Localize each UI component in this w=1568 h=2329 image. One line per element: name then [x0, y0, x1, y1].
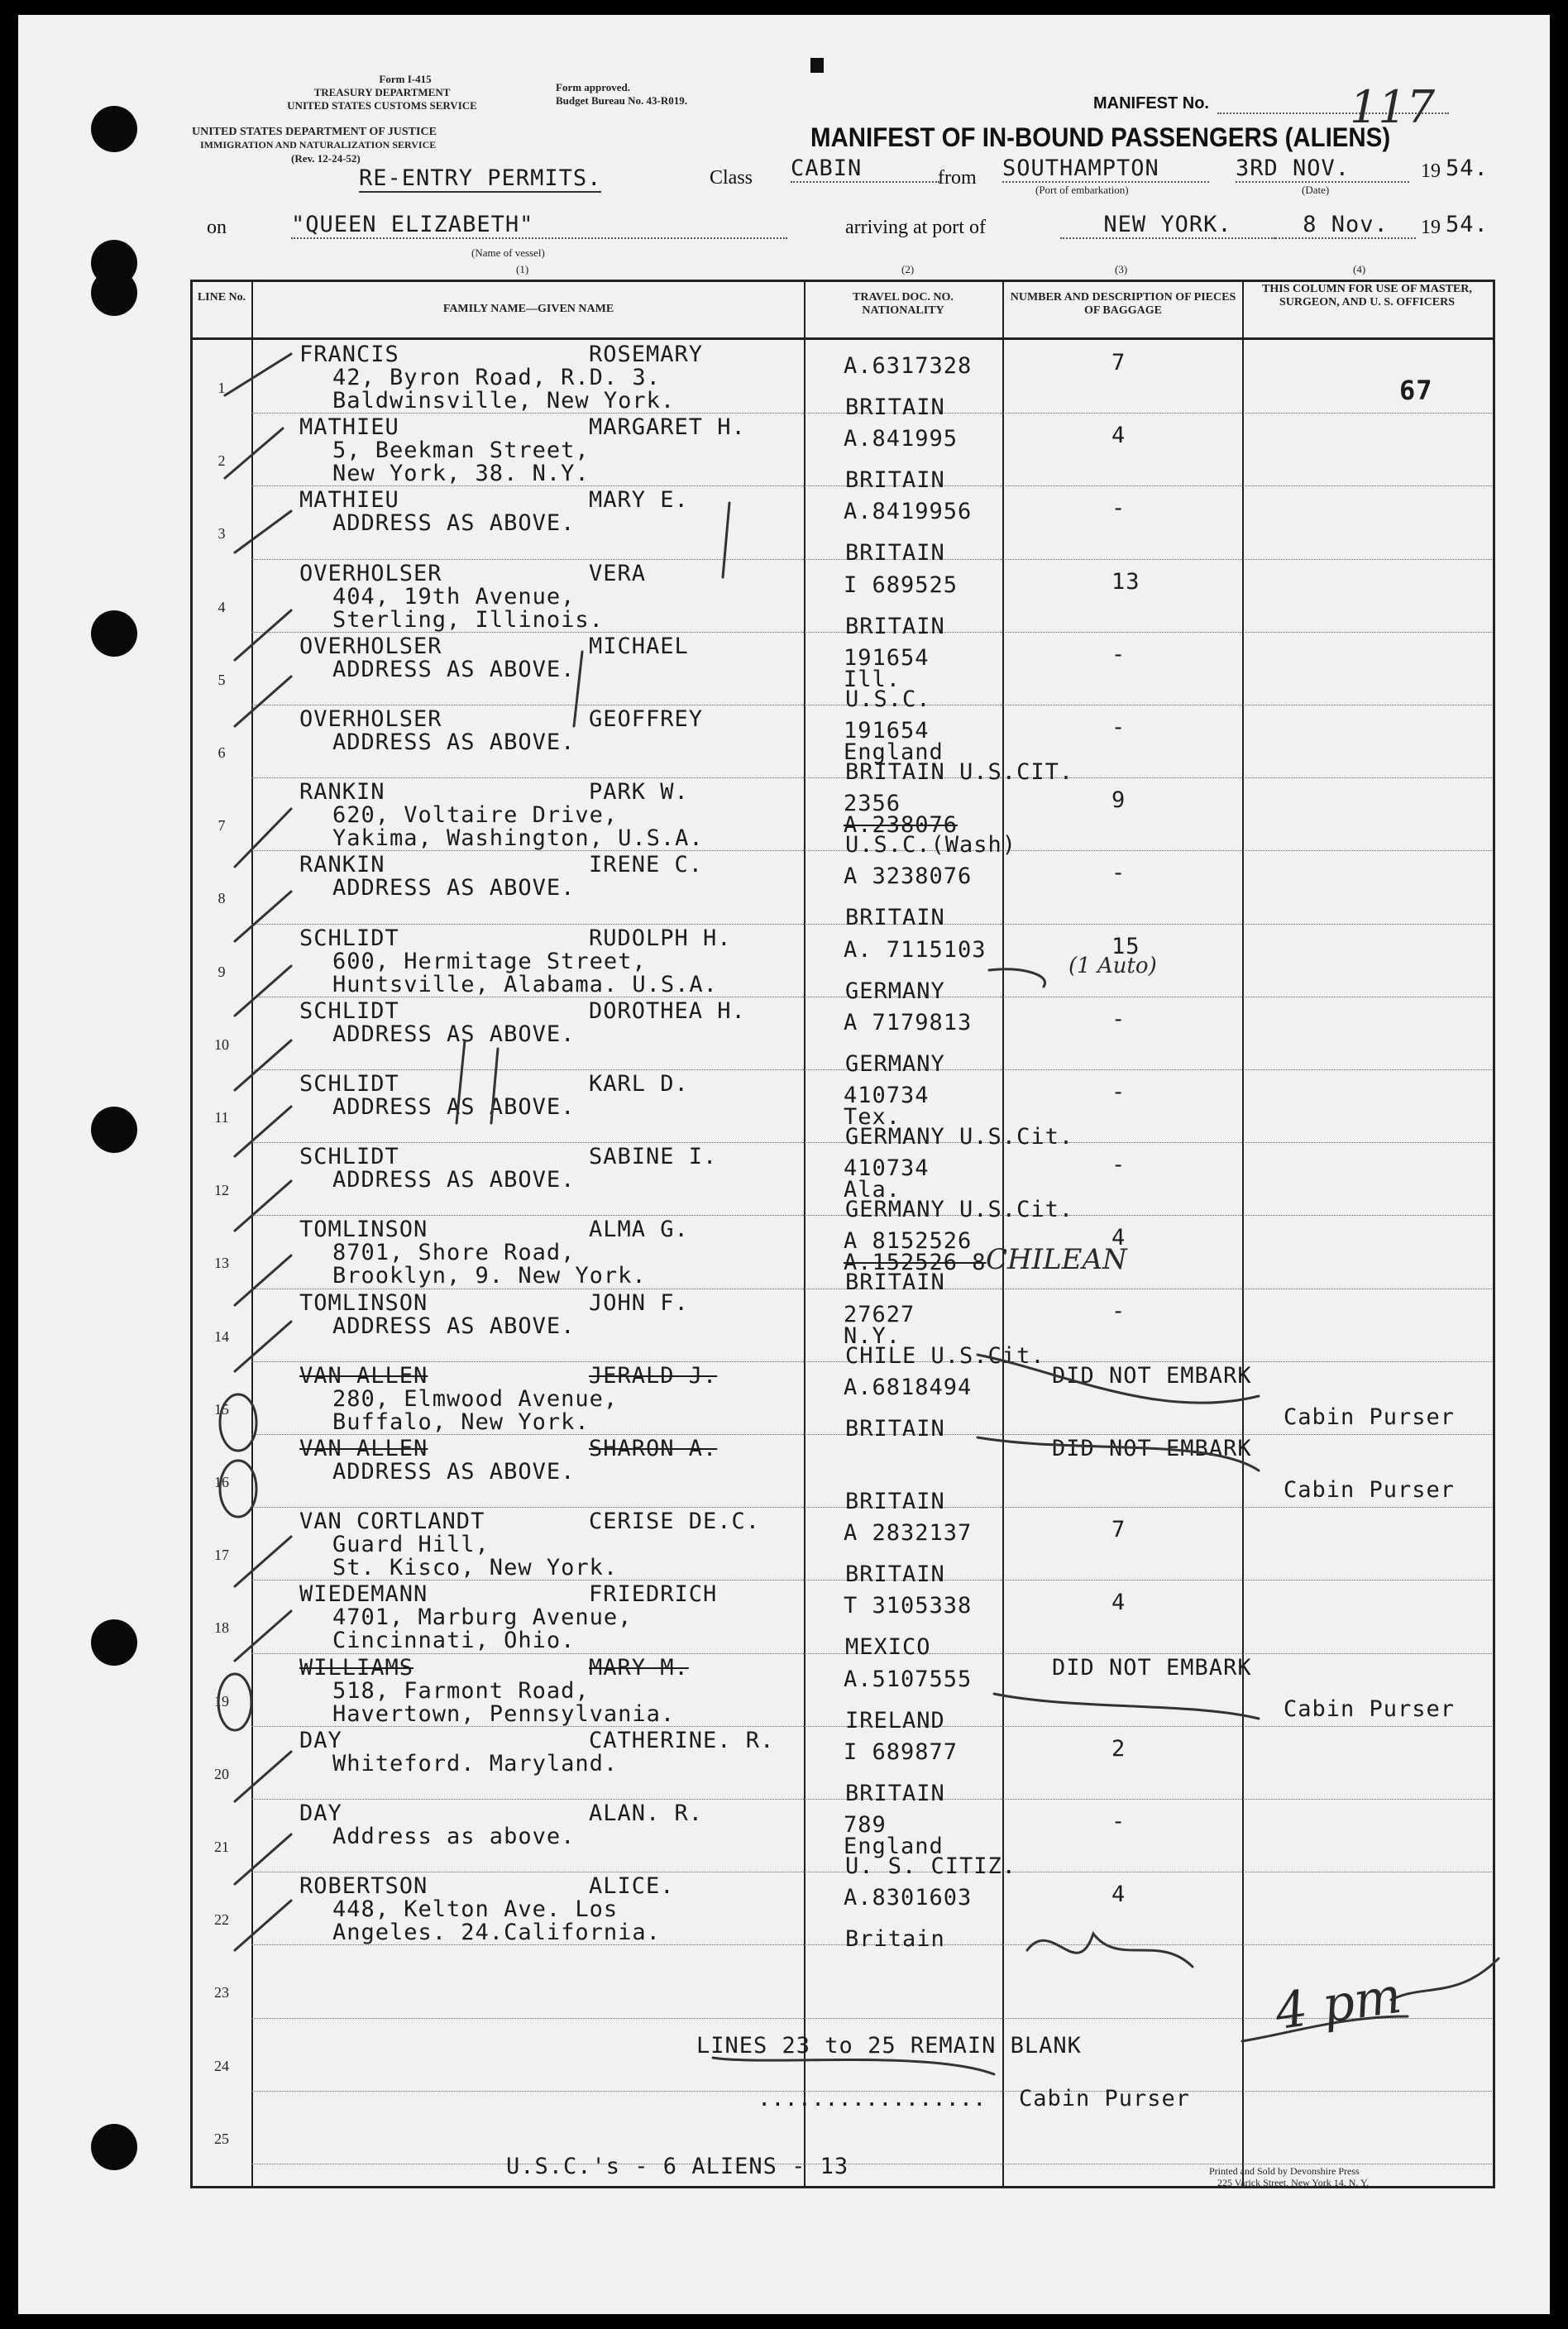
address-line-2: Sterling, Illinois.: [332, 606, 604, 633]
nationality: MEXICO: [845, 1634, 931, 1661]
on-label: on: [207, 217, 227, 238]
family-name: WIEDEMANN: [299, 1581, 428, 1608]
class-label: Class: [710, 167, 753, 189]
given-name: MARY M.: [589, 1654, 689, 1681]
address-line-1: Guard Hill,: [332, 1532, 490, 1558]
travel-doc-number: 789: [844, 1812, 887, 1838]
family-name: VAN ALLEN: [299, 1362, 428, 1389]
did-not-embark: DID NOT EMBARK: [1052, 1436, 1252, 1461]
line-number: 19: [214, 1692, 229, 1710]
nationality: CHILE U.S.Cit.: [845, 1342, 1045, 1369]
printer-line-2: 225 Varick Street, New York 14, N. Y.: [1217, 2177, 1370, 2188]
form-rev: (Rev. 12-24-52): [291, 152, 361, 165]
given-name: ALMA G.: [589, 1217, 689, 1243]
line-number: 24: [214, 2057, 229, 2074]
travel-doc-number: 27627: [844, 1301, 915, 1327]
manifest-title: MANIFEST OF IN-BOUND PASSENGERS (ALIENS): [810, 122, 1391, 152]
given-name: IRENE C.: [589, 852, 704, 878]
dept-justice: UNITED STATES DEPARTMENT OF JUSTICE: [192, 126, 437, 138]
nationality: BRITAIN: [845, 467, 945, 494]
baggage-count: 13: [1111, 568, 1140, 595]
address-line-2: Baldwinsville, New York.: [332, 388, 676, 414]
col-num-4: (4): [1353, 263, 1366, 275]
baggage-count: -: [1111, 1006, 1126, 1032]
embark-date: 3RD NOV.: [1236, 155, 1409, 183]
form-approved: Form approved.: [556, 81, 631, 93]
family-name: FRANCIS: [299, 342, 399, 367]
travel-doc-detail: A.238076: [844, 812, 958, 839]
address-line-1: ADDRESS AS ABOVE.: [332, 1459, 576, 1485]
travel-doc-number: A 3238076: [844, 863, 973, 890]
travel-doc-number: A.8301603: [844, 1885, 973, 1911]
baggage-count: -: [1111, 860, 1126, 887]
address-line-1: 280, Elmwood Avenue,: [332, 1385, 619, 1412]
line-number: 23: [214, 1984, 229, 2001]
travel-doc-number: I 689525: [844, 571, 958, 598]
given-name: DOROTHEA H.: [589, 997, 746, 1024]
col-num-2: (2): [901, 263, 915, 275]
travel-doc-number: A 7179813: [844, 1009, 973, 1035]
cabin-purser-signature: Cabin Purser: [1284, 1695, 1456, 1722]
family-name: DAY: [299, 1727, 342, 1753]
nationality: BRITAIN: [845, 1270, 945, 1296]
family-name: OVERHOLSER: [299, 560, 442, 586]
travel-doc-number: T 3105338: [844, 1593, 973, 1619]
handwritten-time: 4 pm: [1271, 1966, 1405, 2042]
travel-doc-detail: A.152526 8: [844, 1250, 987, 1276]
baggage-count: 4: [1111, 1225, 1126, 1251]
travel-doc-number: I 689877: [844, 1738, 958, 1765]
year-prefix-2: 19: [1421, 217, 1441, 238]
family-name: OVERHOLSER: [299, 706, 442, 732]
line-number: 3: [218, 525, 226, 543]
given-name: PARK W.: [589, 779, 689, 806]
travel-doc-number: 2356: [844, 791, 901, 817]
nationality-correction: CHILEAN: [986, 1243, 1127, 1277]
nationality: U. S. CITIZ.: [845, 1853, 1017, 1879]
line-number: 6: [218, 744, 226, 761]
address-line-1: Address as above.: [332, 1824, 576, 1849]
given-name: FRIEDRICH: [589, 1581, 718, 1608]
address-line-2: Brooklyn, 9. New York.: [332, 1263, 647, 1289]
travel-doc-number: A 8152526: [844, 1228, 973, 1255]
travel-doc-number: 191654: [844, 718, 930, 744]
given-name: JOHN F.: [589, 1289, 689, 1316]
officer-note: 67: [1399, 375, 1433, 406]
baggage-count: 2: [1111, 1735, 1126, 1762]
family-name: DAY: [299, 1801, 342, 1826]
address-line-2: New York, 38. N.Y.: [332, 461, 590, 487]
travel-doc-number: A.5107555: [844, 1666, 973, 1692]
col-head-baggage: NUMBER AND DESCRIPTION OF PIECES OF BAGGAGE: [1010, 291, 1236, 317]
line-number: 18: [214, 1619, 229, 1637]
baggage-count: -: [1111, 715, 1126, 740]
address-line-1: 600, Hermitage Street,: [332, 948, 647, 974]
address-line-1: ADDRESS AS ABOVE.: [332, 656, 576, 682]
from-label: from: [938, 167, 977, 189]
given-name: MICHAEL: [589, 633, 689, 659]
travel-doc-detail: N.Y.: [844, 1322, 901, 1349]
vessel-caption: (Name of vessel): [471, 246, 545, 259]
arriving-label: arriving at port of: [845, 217, 986, 238]
col-head-line-no: LINE No.: [197, 291, 246, 304]
baggage-count: -: [1111, 495, 1126, 522]
dept-treasury: TREASURY DEPARTMENT: [313, 86, 451, 98]
travel-doc-number: A.8419956: [844, 499, 973, 525]
address-line-1: 518, Farmont Road,: [332, 1677, 590, 1704]
address-line-1: 404, 19th Avenue,: [332, 583, 576, 610]
manifest-label: MANIFEST No.: [1093, 94, 1209, 112]
baggage-count: -: [1111, 1152, 1126, 1179]
baggage-count: 4: [1111, 1590, 1126, 1616]
address-line-1: ADDRESS AS ABOVE.: [332, 875, 576, 901]
given-name: SABINE I.: [589, 1144, 718, 1170]
given-name: RUDOLPH H.: [589, 925, 732, 951]
travel-doc-number: A.6818494: [844, 1374, 973, 1400]
lines-remain-blank: LINES 23 to 25 REMAIN BLANK: [696, 2033, 1082, 2059]
family-name: MATHIEU: [299, 487, 399, 514]
given-name: VERA: [589, 560, 647, 586]
nationality: GERMANY U.S.Cit.: [845, 1124, 1074, 1150]
nationality: U.S.C.: [845, 686, 931, 712]
arrival-port: NEW YORK.: [1060, 212, 1275, 239]
baggage-count: -: [1111, 1079, 1126, 1105]
address-line-1: ADDRESS AS ABOVE.: [332, 1094, 576, 1120]
embark-year: 54.: [1446, 155, 1489, 181]
address-line-2: St. Kisco, New York.: [332, 1555, 619, 1581]
nationality: Britain: [845, 1926, 945, 1953]
line-number: 16: [214, 1474, 229, 1490]
port-embark-caption: (Port of embarkation): [1035, 184, 1129, 196]
baggage-count: 15: [1111, 933, 1140, 959]
line-number: 5: [218, 671, 226, 688]
address-line-2: Yakima, Washington, U.S.A.: [332, 825, 704, 852]
family-name: SCHLIDT: [299, 925, 399, 951]
cabin-purser-signature: Cabin Purser: [1284, 1477, 1456, 1503]
nationality: BRITAIN: [845, 1415, 945, 1442]
family-name: SCHLIDT: [299, 1144, 399, 1170]
line-number: 14: [214, 1327, 229, 1345]
address-line-1: ADDRESS AS ABOVE.: [332, 510, 576, 537]
arrival-year: 54.: [1446, 212, 1489, 237]
family-name: RANKIN: [299, 852, 385, 878]
line-number: 20: [214, 1765, 229, 1782]
travel-doc-detail: Tex.: [844, 1104, 901, 1130]
line-number: 25: [214, 2130, 229, 2147]
given-name: KARL D.: [589, 1071, 689, 1097]
travel-doc-number: A. 7115103: [844, 936, 987, 963]
nationality: IRELAND: [845, 1707, 945, 1734]
given-name: GEOFFREY: [589, 706, 704, 732]
line-number: 21: [214, 1839, 229, 1855]
baggage-count: 9: [1111, 787, 1126, 814]
nationality: GERMANY: [845, 978, 945, 1004]
line-number: 7: [218, 817, 226, 835]
nationality: GERMANY U.S.Cit.: [845, 1197, 1074, 1223]
address-line-1: 448, Kelton Ave. Los: [332, 1896, 619, 1923]
family-name: SCHLIDT: [299, 1071, 399, 1097]
family-name: TOMLINSON: [299, 1289, 428, 1316]
line-number: 4: [218, 598, 226, 615]
address-line-1: 8701, Shore Road,: [332, 1240, 576, 1266]
col-head-name: FAMILY NAME—GIVEN NAME: [442, 303, 614, 315]
date-caption: (Date): [1302, 184, 1330, 196]
line-number: 1: [218, 380, 226, 396]
pencil-annotations: [18, 15, 1550, 2314]
printer-line-1: Printed and Sold by Devonshire Press: [1209, 2165, 1360, 2177]
address-line-2: Havertown, Pennsylvania.: [332, 1700, 676, 1727]
travel-doc-detail: England: [844, 739, 944, 765]
nationality: GERMANY: [845, 1050, 945, 1077]
address-line-2: Cincinnati, Ohio.: [332, 1628, 576, 1654]
given-name: MARGARET H.: [589, 414, 746, 441]
address-line-1: 620, Voltaire Drive,: [332, 802, 619, 829]
address-line-1: 5, Beekman Street,: [332, 438, 590, 464]
line-number: 8: [218, 890, 226, 907]
line-number: 17: [214, 1547, 229, 1564]
year-prefix-1: 19: [1421, 160, 1441, 182]
family-name: VAN ALLEN: [299, 1436, 428, 1461]
travel-doc-detail: Ill.: [844, 666, 901, 692]
baggage-count: 7: [1111, 1517, 1126, 1543]
family-name: VAN CORTLANDT: [299, 1509, 485, 1535]
did-not-embark: DID NOT EMBARK: [1052, 1654, 1252, 1681]
travel-doc-number: 410734: [844, 1155, 930, 1182]
line-number: 10: [214, 1035, 229, 1053]
given-name: MARY E.: [589, 487, 689, 514]
baggage-note: (1 Auto): [1068, 953, 1157, 978]
family-name: TOMLINSON: [299, 1217, 428, 1243]
address-line-1: ADDRESS AS ABOVE.: [332, 1021, 576, 1047]
nationality: BRITAIN: [845, 540, 945, 567]
travel-doc-number: 191654: [844, 644, 930, 671]
nationality: BRITAIN U.S.CIT.: [845, 759, 1074, 785]
nationality: U.S.C.(Wash): [845, 832, 1017, 858]
col-head-officers: THIS COLUMN FOR USE OF MASTER, SURGEON, AND U. S. OFFICERS: [1262, 283, 1472, 308]
address-line-2: Huntsville, Alabama. U.S.A.: [332, 971, 718, 997]
address-line-1: Whiteford. Maryland.: [332, 1750, 619, 1777]
did-not-embark: DID NOT EMBARK: [1052, 1362, 1252, 1389]
nationality: BRITAIN: [845, 613, 945, 639]
baggage-count: 4: [1111, 1882, 1126, 1908]
family-name: MATHIEU: [299, 414, 399, 441]
family-name: ROBERTSON: [299, 1873, 428, 1900]
given-name: JERALD J.: [589, 1362, 718, 1389]
address-line-1: ADDRESS AS ABOVE.: [332, 1313, 576, 1339]
given-name: ALAN. R.: [589, 1801, 704, 1826]
travel-doc-number: A.841995: [844, 426, 958, 452]
family-name: WILLIAMS: [299, 1654, 414, 1681]
reentry-permits: RE-ENTRY PERMITS.: [359, 165, 602, 191]
address-line-1: ADDRESS AS ABOVE.: [332, 1167, 576, 1193]
line-number: 22: [214, 1911, 229, 1929]
arrival-date: 8 Nov.: [1275, 212, 1416, 239]
nationality: BRITAIN: [845, 905, 945, 931]
col-num-3: (3): [1115, 263, 1128, 275]
travel-doc-detail: Ala.: [844, 1177, 901, 1203]
line-number: 2: [218, 452, 226, 470]
address-line-2: Buffalo, New York.: [332, 1408, 590, 1435]
nationality: BRITAIN: [845, 1561, 945, 1588]
dept-customs: UNITED STATES CUSTOMS SERVICE: [287, 99, 477, 112]
dept-ins: IMMIGRATION AND NATURALIZATION SERVICE: [200, 139, 437, 151]
col-num-1: (1): [516, 263, 529, 275]
nationality: BRITAIN: [845, 1780, 945, 1806]
line-number: 9: [218, 963, 226, 980]
family-name: SCHLIDT: [299, 997, 399, 1024]
totals-line: U.S.C.'s - 6 ALIENS - 13: [506, 2154, 849, 2179]
travel-doc-number: A.6317328: [844, 353, 973, 379]
line-number: 15: [214, 1400, 229, 1418]
given-name: CATHERINE. R.: [589, 1727, 775, 1753]
family-name: OVERHOLSER: [299, 633, 442, 659]
form-id: Form I-415: [379, 73, 432, 85]
baggage-count: -: [1111, 1298, 1126, 1324]
given-name: SHARON A.: [589, 1436, 718, 1461]
budget-bureau: Budget Bureau No. 43-R019.: [556, 94, 688, 107]
address-line-1: 42, Byron Road, R.D. 3.: [332, 365, 661, 390]
travel-doc-number: 410734: [844, 1083, 930, 1108]
given-name: ALICE.: [589, 1873, 675, 1900]
manifest-page: [18, 15, 1550, 2314]
travel-doc-detail: England: [844, 1834, 944, 1859]
port-of-embarkation: SOUTHAMPTON: [1002, 155, 1209, 183]
cabin-purser-signature: Cabin Purser: [1284, 1404, 1456, 1430]
address-line-1: 4701, Marburg Avenue,: [332, 1604, 633, 1631]
baggage-count: 7: [1111, 350, 1126, 375]
address-line-2: Angeles. 24.California.: [332, 1920, 661, 1946]
family-name: RANKIN: [299, 779, 385, 806]
travel-doc-number: A 2832137: [844, 1520, 973, 1547]
line-number: 13: [214, 1255, 229, 1272]
baggage-count: 4: [1111, 423, 1126, 449]
baggage-count: -: [1111, 641, 1126, 667]
address-line-1: ADDRESS AS ABOVE.: [332, 729, 576, 755]
nationality: BRITAIN: [845, 1489, 945, 1514]
given-name: ROSEMARY: [589, 342, 704, 367]
vessel-name: "QUEEN ELIZABETH": [291, 212, 787, 239]
line-number: 11: [214, 1109, 229, 1126]
nationality: BRITAIN: [845, 395, 945, 420]
signature-dots: .................: [758, 2086, 987, 2111]
class-value: CABIN: [791, 155, 939, 183]
given-name: CERISE DE.C.: [589, 1509, 761, 1535]
baggage-count: -: [1111, 1809, 1126, 1834]
footer-cabin-purser: Cabin Purser: [1019, 2086, 1191, 2111]
manifest-number: 117: [1350, 81, 1436, 133]
line-number: 12: [214, 1182, 229, 1199]
col-head-travel: TRAVEL DOC. NO. NATIONALITY: [853, 291, 954, 317]
